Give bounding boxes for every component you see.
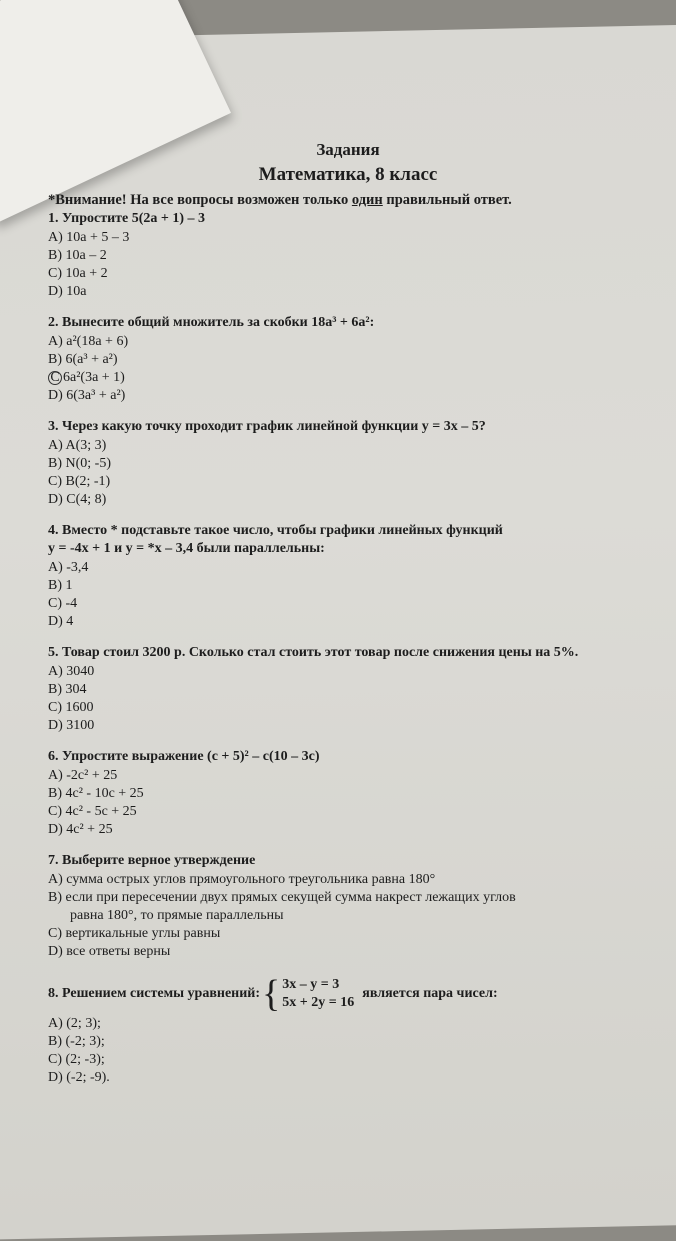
circled-answer-mark: C [48, 371, 62, 385]
question-8 [48, 975, 648, 1087]
question-text: 2. Вынесите общий множитель за скобки 18a³ + 6a²: [48, 315, 375, 330]
option-c-text: 6a²(3a + 1) [63, 370, 125, 385]
option-a: A) 10a + 5 – 3 [48, 230, 130, 245]
option-c [48, 369, 648, 387]
question-text: 4. Вместо * подставьте такое число, чтобы графики линейных функций [48, 523, 503, 538]
option-c: C) 1600 [48, 700, 94, 715]
equation-system [262, 975, 354, 1013]
page-subtitle: Математика, 8 класс [258, 164, 438, 185]
question-text: 5. Товар стоил 3200 р. Сколько стал стоить этот товар после снижения цены на 5%. [48, 645, 579, 660]
option-d: D) 6(3a³ + a²) [48, 388, 126, 403]
question-text [48, 975, 648, 1013]
option-c: C) (2; -3); [48, 1052, 105, 1067]
option-a: A) -3,4 [48, 560, 89, 575]
question-text-suffix: является пара чисел: [362, 986, 498, 1001]
option-c: C) 4c² - 5c + 25 [48, 804, 137, 819]
page-title: Задания [316, 140, 380, 159]
question-text: 6. Упростите выражение (c + 5)² – c(10 – 3c) [48, 749, 320, 764]
option-b-continued [48, 907, 648, 925]
option-d: D) 4c² + 25 [48, 822, 113, 837]
question-text-line2: y = -4x + 1 и y = *x – 3,4 были параллельны: [48, 541, 325, 556]
option-b: B) 6(a³ + a²) [48, 352, 118, 367]
question-5 [48, 645, 648, 735]
notice-suffix: правильный ответ. [382, 192, 512, 208]
question-4 [48, 523, 648, 631]
question-text-prefix: 8. Решением системы уравнений: [48, 986, 261, 1001]
option-c: C) 10a + 2 [48, 266, 108, 281]
equation-2: 5x + 2y = 16 [282, 995, 355, 1010]
option-b: B) (-2; 3); [48, 1034, 105, 1049]
option-d: D) (-2; -9). [48, 1070, 110, 1085]
question-6 [48, 749, 648, 839]
option-a: A) a²(18a + 6) [48, 334, 129, 349]
option-d: D) 3100 [48, 718, 95, 733]
question-1 [48, 211, 648, 301]
option-a: A) 3040 [48, 664, 95, 679]
option-a: A) (2; 3); [48, 1016, 101, 1031]
question-2 [48, 315, 648, 405]
equation-1: 3x – y = 3 [282, 977, 340, 992]
notice-prefix: *Внимание! На все вопросы возможен только [48, 192, 352, 208]
option-b: B) 1 [48, 578, 73, 593]
option-b: B) 304 [48, 682, 87, 697]
brace-icon: { [262, 973, 281, 1015]
question-3 [48, 419, 648, 509]
option-c: C) вертикальные углы равны [48, 926, 221, 941]
option-a: A) -2c² + 25 [48, 768, 118, 783]
notice-underlined: один [351, 192, 383, 208]
option-a: A) сумма острых углов прямоугольного треугольника равна 180° [48, 872, 436, 887]
question-text: 1. Упростите 5(2a + 1) – 3 [48, 211, 206, 226]
option-c: C) B(2; -1) [48, 474, 111, 489]
notice [48, 192, 648, 209]
option-b: B) N(0; -5) [48, 456, 111, 471]
option-c: C) -4 [48, 596, 78, 611]
worksheet [48, 140, 648, 1101]
option-d: D) 10a [48, 284, 87, 299]
question-text: 3. Через какую точку проходит график линейной функции y = 3x – 5? [48, 419, 486, 434]
question-text: 7. Выберите верное утверждение [48, 853, 256, 868]
option-b: B) 4c² - 10c + 25 [48, 786, 144, 801]
option-a: A) A(3; 3) [48, 438, 107, 453]
option-d: D) все ответы верны [48, 944, 171, 959]
option-d: D) 4 [48, 614, 74, 629]
option-b: B) если при пересечении двух прямых секущей сумма накрест лежащих углов [48, 890, 516, 905]
question-7 [48, 853, 648, 961]
option-b: B) 10a – 2 [48, 248, 107, 263]
option-b-line2: равна 180°, то прямые параллельны [70, 908, 284, 923]
option-d: D) C(4; 8) [48, 492, 107, 507]
